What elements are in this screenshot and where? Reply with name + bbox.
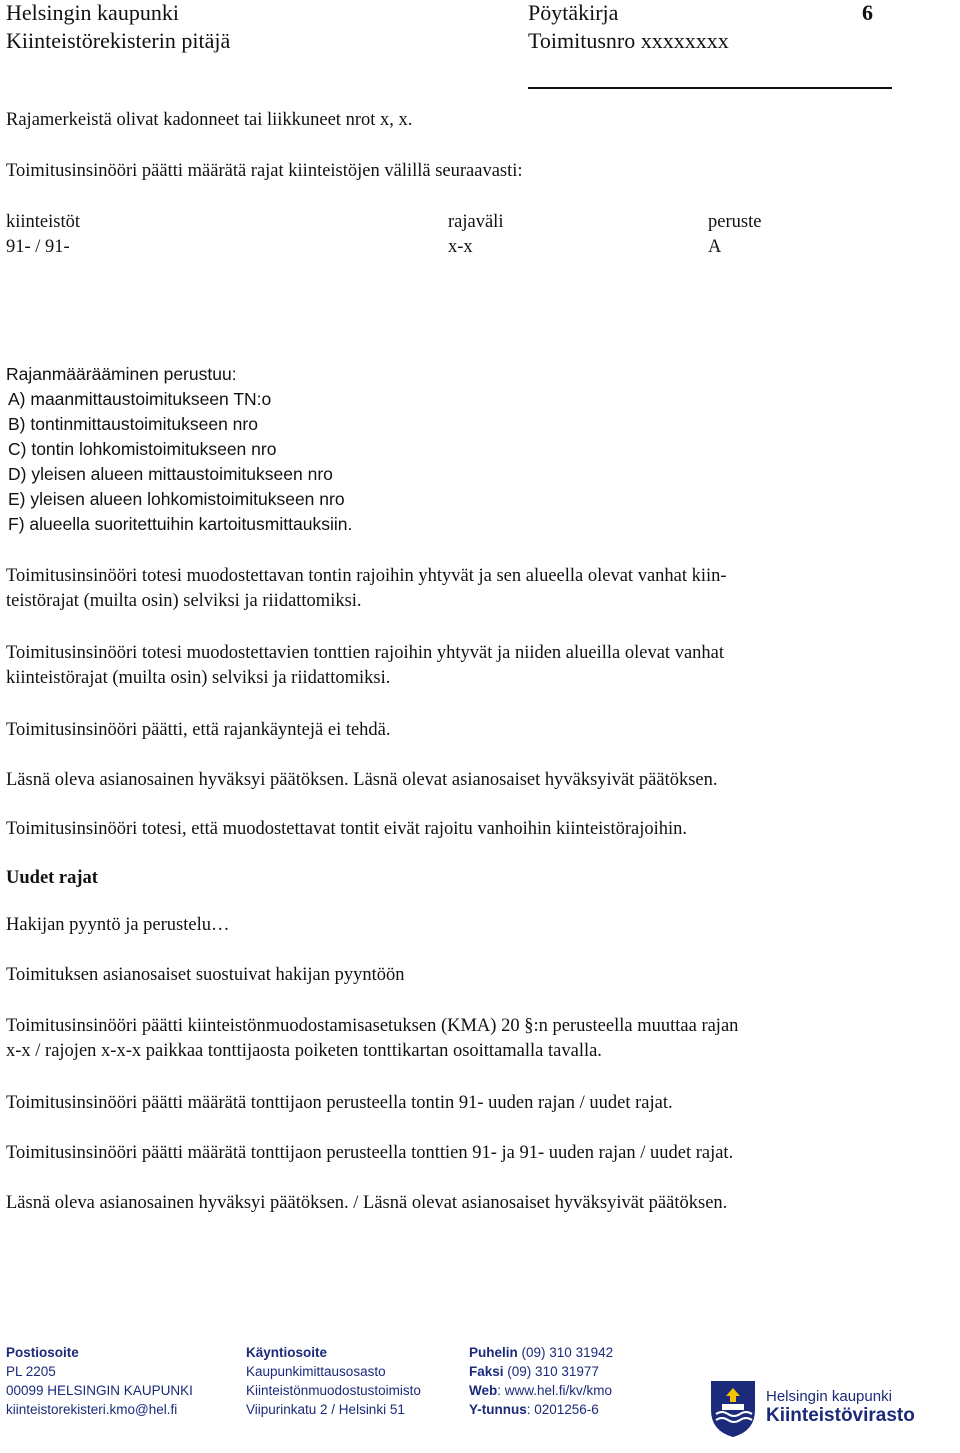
ytunnus-label: Y-tunnus xyxy=(469,1402,527,1417)
footer-visit xyxy=(246,1343,421,1419)
table-cell: 91- / 91- xyxy=(6,237,70,257)
basis-item: E) yleisen alueen lohkomistoimitukseen nro xyxy=(8,489,345,509)
paragraph-line: Toimitusinsinööri päätti kiinteistönmuodostamisasetuksen (KMA) 20 §:n perusteella muuttaa rajan xyxy=(6,1016,739,1036)
footer-email: kiinteistorekisteri.kmo@hel.fi xyxy=(6,1402,178,1417)
basis-item: A) maanmittaustoimitukseen TN:o xyxy=(8,389,272,409)
header-rule xyxy=(528,87,892,89)
footer-postal-title: Postiosoite xyxy=(6,1345,79,1360)
fax-value: (09) 310 31977 xyxy=(507,1364,599,1379)
table-header-properties: kiinteistöt xyxy=(6,212,80,232)
table-cell: x-x xyxy=(448,237,473,257)
header-org: Helsingin kaupunki xyxy=(6,0,179,25)
fax-label: Faksi xyxy=(469,1364,504,1379)
basis-item: F) alueella suoritettuihin kartoitusmittauksiin. xyxy=(8,514,353,534)
header-doc-type: Pöytäkirja xyxy=(528,0,619,25)
paragraph: Toimitusinsinööri päätti määrätä tonttijaon perusteella tontin 91- uuden rajan / uudet rajat. xyxy=(6,1093,673,1113)
page-number: 6 xyxy=(862,0,873,25)
paragraph: Hakijan pyyntö ja perustelu… xyxy=(6,915,230,935)
paragraph-line: kiinteistörajat (muilta osin) selviksi ja riidattomiksi. xyxy=(6,668,391,688)
helsinki-crest-icon xyxy=(710,1380,756,1438)
paragraph-line: teistörajat (muilta osin) selviksi ja riidattomiksi. xyxy=(6,591,362,611)
ytunnus-value: : 0201256-6 xyxy=(526,1402,599,1417)
footer-visit-title: Käyntiosoite xyxy=(246,1345,328,1360)
table-cell: A xyxy=(708,237,722,257)
paragraph: Läsnä oleva asianosainen hyväksyi päätöksen. Läsnä olevat asianosaiset hyväksyivät päätöksen. xyxy=(6,770,718,790)
table-header-basis: peruste xyxy=(708,212,762,232)
footer-line: Kiinteistönmuodostustoimisto xyxy=(246,1383,421,1398)
web-value: : www.hel.fi/kv/kmo xyxy=(497,1383,613,1398)
paragraph: Läsnä oleva asianosainen hyväksyi päätöksen. / Läsnä olevat asianosaiset hyväksyivät päätöksen. xyxy=(6,1193,728,1213)
paragraph: Toimitusinsinööri totesi, että muodostettavat tontit eivät rajoitu vanhoihin kiinteistörajoihin. xyxy=(6,819,688,839)
table-header-boundary: rajaväli xyxy=(448,212,504,232)
footer-line: PL 2205 xyxy=(6,1364,56,1379)
footer-line: 00099 HELSINGIN KAUPUNKI xyxy=(6,1383,193,1398)
section-heading: Uudet rajat xyxy=(6,868,98,888)
basis-item: D) yleisen alueen mittaustoimitukseen nro xyxy=(8,464,333,484)
logo-line1: Helsingin kaupunki xyxy=(766,1388,892,1405)
paragraph-line: x-x / rajojen x-x-x paikkaa tonttijaosta poiketen tonttikartan osoittamalla tavalla. xyxy=(6,1041,602,1061)
phone-label: Puhelin xyxy=(469,1345,518,1360)
header-unit: Kiinteistörekisterin pitäjä xyxy=(6,28,231,53)
basis-item: B) tontinmittaustoimitukseen nro xyxy=(8,414,258,434)
web-label: Web xyxy=(469,1383,498,1398)
paragraph: Toimitusinsinööri päätti, että rajankäyntejä ei tehdä. xyxy=(6,720,391,740)
phone-value: (09) 310 31942 xyxy=(521,1345,614,1360)
decision-text: Toimitusinsinööri päätti määrätä rajat kiinteistöjen välillä seuraavasti: xyxy=(6,161,523,181)
footer-line: Viipurinkatu 2 / Helsinki 51 xyxy=(246,1402,405,1417)
basis-title: Rajanmäärääminen perustuu: xyxy=(6,364,237,384)
footer-postal xyxy=(6,1343,193,1419)
boundary-marks-text: Rajamerkeistä olivat kadonneet tai liikkuneet nrot x, x. xyxy=(6,110,413,130)
basis-item: C) tontin lohkomistoimitukseen nro xyxy=(8,439,277,459)
city-logo xyxy=(710,1380,756,1443)
paragraph-line: Toimitusinsinööri totesi muodostettavan tontin rajoihin yhtyvät ja sen alueella olevat vanhat kiin- xyxy=(6,566,727,586)
paragraph-line: Toimitusinsinööri totesi muodostettavien tonttien rajoihin yhtyvät ja niiden alueilla olevat vanhat xyxy=(6,643,725,663)
logo-line2: Kiinteistövirasto xyxy=(766,1405,915,1426)
paragraph: Toimitusinsinööri päätti määrätä tonttijaon perusteella tonttien 91- ja 91- uuden rajan / uudet rajat. xyxy=(6,1143,734,1163)
footer-contact xyxy=(469,1343,613,1419)
paragraph: Toimituksen asianosaiset suostuivat hakijan pyyntöön xyxy=(6,965,405,985)
header-case-no: Toimitusnro xxxxxxxx xyxy=(528,28,729,53)
footer-line: Kaupunkimittausosasto xyxy=(246,1364,386,1379)
